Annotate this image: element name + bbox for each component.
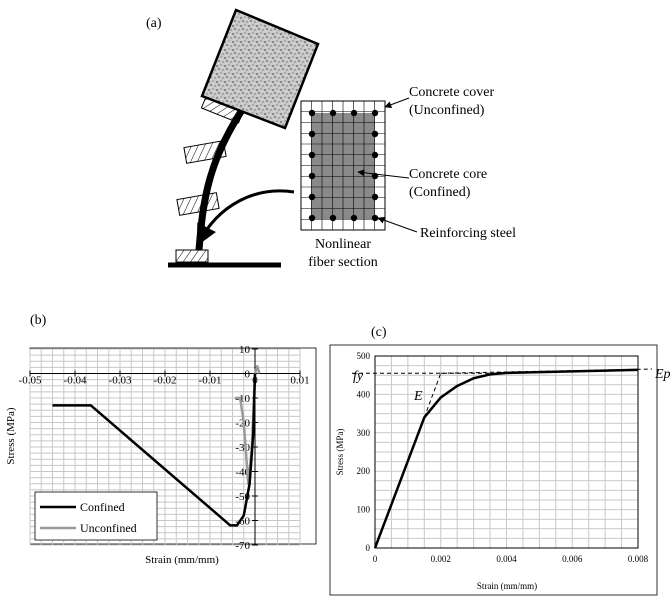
- rebar: [372, 194, 378, 200]
- annotation-Ep: Ep: [655, 367, 671, 382]
- chart-b-xlabel: Strain (mm/mm): [145, 554, 219, 566]
- cover-callout-arrow: [385, 98, 409, 107]
- panel-c: [330, 325, 671, 595]
- x-tick-label: 0: [372, 554, 378, 564]
- chart-c-xlabel: Strain (mm/mm): [476, 581, 538, 591]
- chart-c-ylabel: Stress (MPa): [335, 428, 345, 476]
- y-tick-label: 0: [244, 368, 250, 381]
- core-label-line1: Concrete core: [409, 167, 488, 182]
- y-tick-label: 100: [356, 504, 370, 515]
- x-tick-label: 0.006: [562, 554, 583, 564]
- y-tick-label: 500: [356, 351, 370, 361]
- rebar: [309, 215, 315, 221]
- x-tick-label: -0.01: [198, 374, 222, 387]
- x-tick-label: -0.04: [63, 374, 87, 387]
- section-caption-line2: fiber section: [308, 255, 378, 270]
- x-tick-label: -0.02: [153, 374, 177, 387]
- annotation-fy: fy: [353, 369, 364, 384]
- rebar: [372, 110, 378, 116]
- x-tick-label: -0.03: [108, 374, 132, 387]
- x-tick-label: 0: [252, 374, 258, 387]
- rebar: [372, 215, 378, 221]
- y-tick-label: -50: [235, 491, 250, 503]
- chart-c-frame: [330, 345, 657, 595]
- cover-label-line1: Concrete cover: [409, 85, 495, 100]
- x-tick-label: 0.002: [430, 554, 451, 564]
- rebar: [372, 152, 378, 158]
- rebar: [351, 110, 357, 116]
- y-tick-label: -60: [235, 515, 250, 528]
- rebar: [372, 131, 378, 137]
- legend-unconfined-label: Unconfined: [80, 521, 137, 535]
- rebar: [309, 152, 315, 158]
- panel-b: [5, 313, 316, 566]
- chart-b-legend: [35, 492, 157, 540]
- y-tick-label: -70: [235, 540, 250, 552]
- y-tick-label: 10: [239, 344, 250, 356]
- x-tick-label: 0.008: [627, 554, 649, 564]
- panel-b-label: (b): [30, 313, 47, 328]
- panel-c-label: (c): [371, 325, 387, 340]
- base-fiber-block: [176, 250, 208, 262]
- rebar: [309, 131, 315, 137]
- steel-label: Reinforcing steel: [420, 226, 517, 241]
- y-tick-label: 200: [356, 466, 370, 477]
- legend-confined-label: Confined: [80, 500, 125, 514]
- fiber-section: [301, 101, 385, 230]
- x-tick-label: 0.01: [290, 374, 310, 387]
- rebar: [351, 215, 357, 221]
- x-tick-label: 0.004: [496, 554, 517, 564]
- section-caption-line1: Nonlinear: [315, 237, 371, 252]
- y-tick-label: -10: [235, 393, 250, 405]
- y-tick-label: 0: [365, 543, 370, 553]
- x-tick-label: -0.05: [18, 374, 42, 387]
- y-tick-label: -30: [235, 442, 250, 454]
- annotation-E: E: [414, 389, 423, 404]
- panel-a-label: (a): [146, 16, 162, 31]
- rebar: [309, 194, 315, 200]
- rebar: [330, 215, 336, 221]
- y-tick-label: -40: [235, 466, 250, 479]
- rebar: [309, 173, 315, 179]
- y-tick-label: 300: [356, 427, 370, 438]
- y-tick-label: 400: [356, 389, 370, 400]
- y-tick-label: -20: [235, 417, 250, 430]
- chart-b-ylabel: Stress (MPa): [5, 407, 17, 465]
- cover-label-line2: (Unconfined): [409, 103, 485, 118]
- panel-a: [146, 10, 516, 270]
- rebar: [309, 110, 315, 116]
- rebar: [330, 110, 336, 116]
- core-label-line2: (Confined): [409, 185, 471, 200]
- fiber-slice-lower: [177, 193, 219, 216]
